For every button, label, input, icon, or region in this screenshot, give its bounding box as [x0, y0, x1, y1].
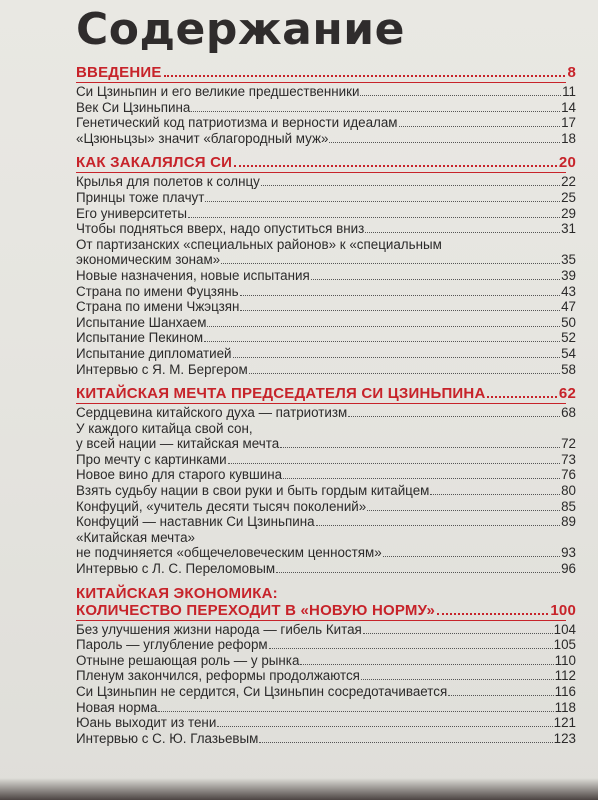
toc-entry: [76, 362, 576, 378]
toc-entry-title: Его университеты: [76, 205, 188, 221]
toc-entry-page: 89: [561, 514, 576, 530]
toc-entry-page: 72: [561, 436, 576, 452]
toc-entry: [76, 700, 576, 716]
section-heading: [76, 154, 576, 171]
dot-leader: [280, 447, 560, 448]
toc-entry: [76, 731, 576, 747]
toc-entry-title: Пароль — углубление реформ: [76, 637, 268, 653]
toc-entry-title: Испытание дипломатией: [76, 345, 232, 361]
section-rule: [76, 172, 566, 173]
toc-entry-title: Чтобы подняться вверх, надо опуститься вниз: [76, 221, 365, 237]
toc-entry-page: 29: [561, 205, 576, 221]
toc-entry: [76, 622, 576, 638]
toc-entry-title: Интервью с С. Ю. Глазьевым: [76, 730, 259, 746]
dot-leader: [191, 111, 560, 112]
toc-entry: [76, 684, 576, 700]
toc-entry: [76, 206, 576, 222]
toc-entry-title: Страна по имени Чжэцзян: [76, 299, 240, 315]
toc-entry: [76, 268, 576, 284]
toc-entry-page: 105: [553, 637, 576, 653]
toc-entry: [76, 545, 576, 561]
dot-leader: [233, 357, 561, 358]
toc-entry-page: 18: [561, 130, 576, 146]
dot-leader: [164, 75, 566, 77]
dot-leader: [276, 572, 560, 573]
dot-leader: [399, 126, 561, 127]
toc-entry-title: Отныне решающая роль — у рынка: [76, 652, 300, 668]
dot-leader: [269, 648, 553, 649]
toc-entry-title: Пленум закончился, реформы продолжаются: [76, 668, 360, 684]
toc-entry-title: Конфуций — наставник Си Цзиньпина: [76, 514, 315, 530]
toc-entry-page: 52: [561, 330, 576, 346]
toc-entry-line: У каждого китайца свой сон,: [76, 420, 253, 436]
page-title: Содержание: [76, 4, 405, 55]
section-page-number: 20: [558, 154, 576, 172]
toc-entry: [76, 84, 576, 100]
section-heading: [76, 385, 576, 402]
dot-leader: [348, 416, 560, 417]
toc-entry-title: «Цзюньцзы» значит «благородный муж»: [76, 130, 329, 146]
toc-entry-page: 73: [561, 451, 576, 467]
section-heading-text: КОЛИЧЕСТВО ПЕРЕХОДИТ В «НОВУЮ НОРМУ»: [76, 601, 436, 619]
dot-leader: [249, 373, 560, 374]
toc-entry-page: 118: [554, 699, 576, 715]
toc-entry: [76, 252, 576, 268]
dot-leader: [259, 742, 552, 743]
toc-entry-title: Испытание Пекином: [76, 330, 204, 346]
section-heading-text: КАК ЗАКАЛЯЛСЯ СИ: [76, 154, 233, 172]
toc-entry-title: Сердцевина китайского духа — патриотизм: [76, 405, 348, 421]
toc-entry: [76, 346, 576, 362]
toc-entry-title: Новая норма: [76, 699, 158, 715]
toc-section: [76, 385, 576, 577]
toc-entry-title: Век Си Цзиньпина: [76, 99, 191, 115]
dot-leader: [430, 494, 560, 495]
toc-entry: [76, 637, 576, 653]
dot-leader: [205, 201, 560, 202]
toc-entry-page: 76: [561, 467, 576, 483]
toc-entry: [76, 100, 576, 116]
toc-entry: [76, 668, 576, 684]
section-rule: [76, 620, 566, 621]
toc-entry-title: Конфуций, «учитель десяти тысяч поколений»: [76, 498, 367, 514]
toc-section: [76, 64, 576, 146]
section-rule: [76, 82, 566, 83]
toc-entry-page: 43: [561, 283, 576, 299]
section-page-number: 8: [567, 64, 576, 81]
toc-entry-page: 35: [561, 252, 576, 268]
toc-entry-title: Без улучшения жизни народа — гибель Китая: [76, 621, 362, 637]
toc-entry: [76, 330, 576, 346]
toc-entry-page: 39: [561, 267, 576, 283]
section-heading-text: КИТАЙСКАЯ МЕЧТА ПРЕДСЕДАТЕЛЯ СИ ЦЗИНЬПИНА: [76, 385, 486, 403]
toc-entry-page: 58: [561, 361, 576, 377]
toc-entry-page: 123: [553, 730, 576, 746]
toc-entry-page: 85: [561, 498, 576, 514]
dot-leader: [283, 478, 560, 479]
toc-entry-title: Си Цзиньпин не сердится, Си Цзиньпин сосредотачивается: [76, 684, 448, 699]
toc-entry: [76, 221, 576, 237]
toc-entry: [76, 299, 576, 315]
toc-entry-page: 104: [553, 621, 576, 637]
toc-entry-line: «Китайская мечта»: [76, 529, 195, 545]
toc-entry-title: Про мечту с картинками: [76, 451, 227, 467]
toc-entry: [76, 467, 576, 483]
toc-entry-page: 14: [561, 99, 576, 115]
toc-entry-title: Интервью с Л. С. Переломовым: [76, 561, 276, 577]
toc-entry-page: 25: [561, 189, 576, 205]
toc-entry: [76, 315, 576, 331]
toc-entry: [76, 514, 576, 530]
table-of-contents: [76, 64, 576, 754]
dot-leader: [300, 664, 553, 665]
dot-leader: [217, 726, 552, 727]
toc-entry-page: 17: [561, 115, 576, 131]
toc-entry-page: 54: [561, 345, 576, 361]
toc-entry: [76, 174, 576, 190]
dot-leader: [204, 341, 560, 342]
toc-entry-title: Интервью с Я. М. Бергером: [76, 361, 248, 377]
toc-entry-line: От партизанских «специальных районов» к «специальным: [76, 236, 442, 252]
dot-leader: [487, 396, 556, 398]
toc-entry-page: 47: [561, 299, 576, 315]
toc-entry: [76, 405, 576, 421]
toc-entry-page: 112: [554, 668, 576, 684]
toc-entry-page: 68: [561, 405, 576, 421]
section-heading-text: ВВЕДЕНИЕ: [76, 64, 162, 81]
dot-leader: [448, 695, 553, 696]
dot-leader: [365, 232, 560, 233]
toc-entry: [76, 115, 576, 131]
toc-entry-title: Испытание Шанхаем: [76, 314, 207, 330]
dot-leader: [383, 556, 560, 557]
toc-entry-title: Юань выходит из тени: [76, 715, 217, 731]
dot-leader: [367, 510, 560, 511]
toc-entry-title: не подчиняется «общечеловеческим ценностям»: [76, 545, 382, 561]
section-rule: [76, 403, 566, 404]
toc-entry-page: 110: [554, 652, 576, 668]
toc-entry-page: 11: [562, 84, 576, 99]
toc-entry: [76, 561, 576, 577]
dot-leader: [329, 142, 560, 143]
toc-entry-page: 50: [561, 314, 576, 330]
toc-entry-title: Крылья для полетов к солнцу: [76, 174, 260, 190]
section-page-number: 62: [558, 385, 576, 403]
section-heading: [76, 602, 576, 619]
dot-leader: [363, 633, 553, 634]
toc-entry: [76, 483, 576, 499]
toc-entry-page: 93: [561, 545, 576, 561]
toc-entry: [76, 499, 576, 515]
toc-entry-page: 96: [561, 561, 576, 577]
toc-section: [76, 585, 576, 747]
toc-entry: [76, 284, 576, 300]
dot-leader: [221, 263, 560, 264]
toc-entry: [76, 452, 576, 468]
dot-leader: [188, 217, 560, 218]
toc-entry: [76, 190, 576, 206]
toc-entry: [76, 653, 576, 669]
dot-leader: [437, 613, 548, 615]
toc-entry-title: Взять судьбу нации в свои руки и быть гордым китайцем: [76, 483, 430, 499]
toc-entry: [76, 715, 576, 731]
toc-section: [76, 154, 576, 377]
section-heading-line: КИТАЙСКАЯ ЭКОНОМИКА:: [76, 584, 278, 602]
toc-entry-title: Си Цзиньпин и его великие предшественники: [76, 84, 360, 99]
toc-entry-title: у всей нации — китайская мечта: [76, 436, 280, 452]
toc-entry: [76, 436, 576, 452]
dot-leader: [207, 326, 560, 327]
toc-entry-page: 116: [554, 684, 576, 699]
toc-entry-page: 22: [561, 174, 576, 190]
dot-leader: [158, 711, 553, 712]
dot-leader: [240, 295, 561, 296]
dot-leader: [261, 185, 560, 186]
toc-entry-page: 31: [561, 221, 576, 237]
toc-entry-title: Новые назначения, новые испытания: [76, 267, 310, 283]
dot-leader: [228, 463, 561, 464]
toc-entry-title: Принцы тоже плачут: [76, 189, 205, 205]
section-page-number: 100: [550, 601, 576, 619]
toc-entry-title: Страна по имени Фуцзянь: [76, 283, 239, 299]
toc-entry-title: Новое вино для старого кувшина: [76, 467, 283, 483]
dot-leader: [361, 679, 554, 680]
toc-entry: [76, 131, 576, 147]
toc-entry-title: Генетический код патриотизма и верности идеалам: [76, 115, 398, 131]
dot-leader: [360, 95, 561, 96]
dot-leader: [316, 525, 561, 526]
toc-entry-title: экономическим зонам»: [76, 252, 221, 268]
toc-entry-page: 121: [553, 715, 576, 731]
toc-entry-page: 80: [561, 483, 576, 499]
dot-leader: [240, 310, 560, 311]
dot-leader: [234, 165, 557, 167]
section-heading: [76, 64, 576, 81]
dot-leader: [311, 279, 560, 280]
